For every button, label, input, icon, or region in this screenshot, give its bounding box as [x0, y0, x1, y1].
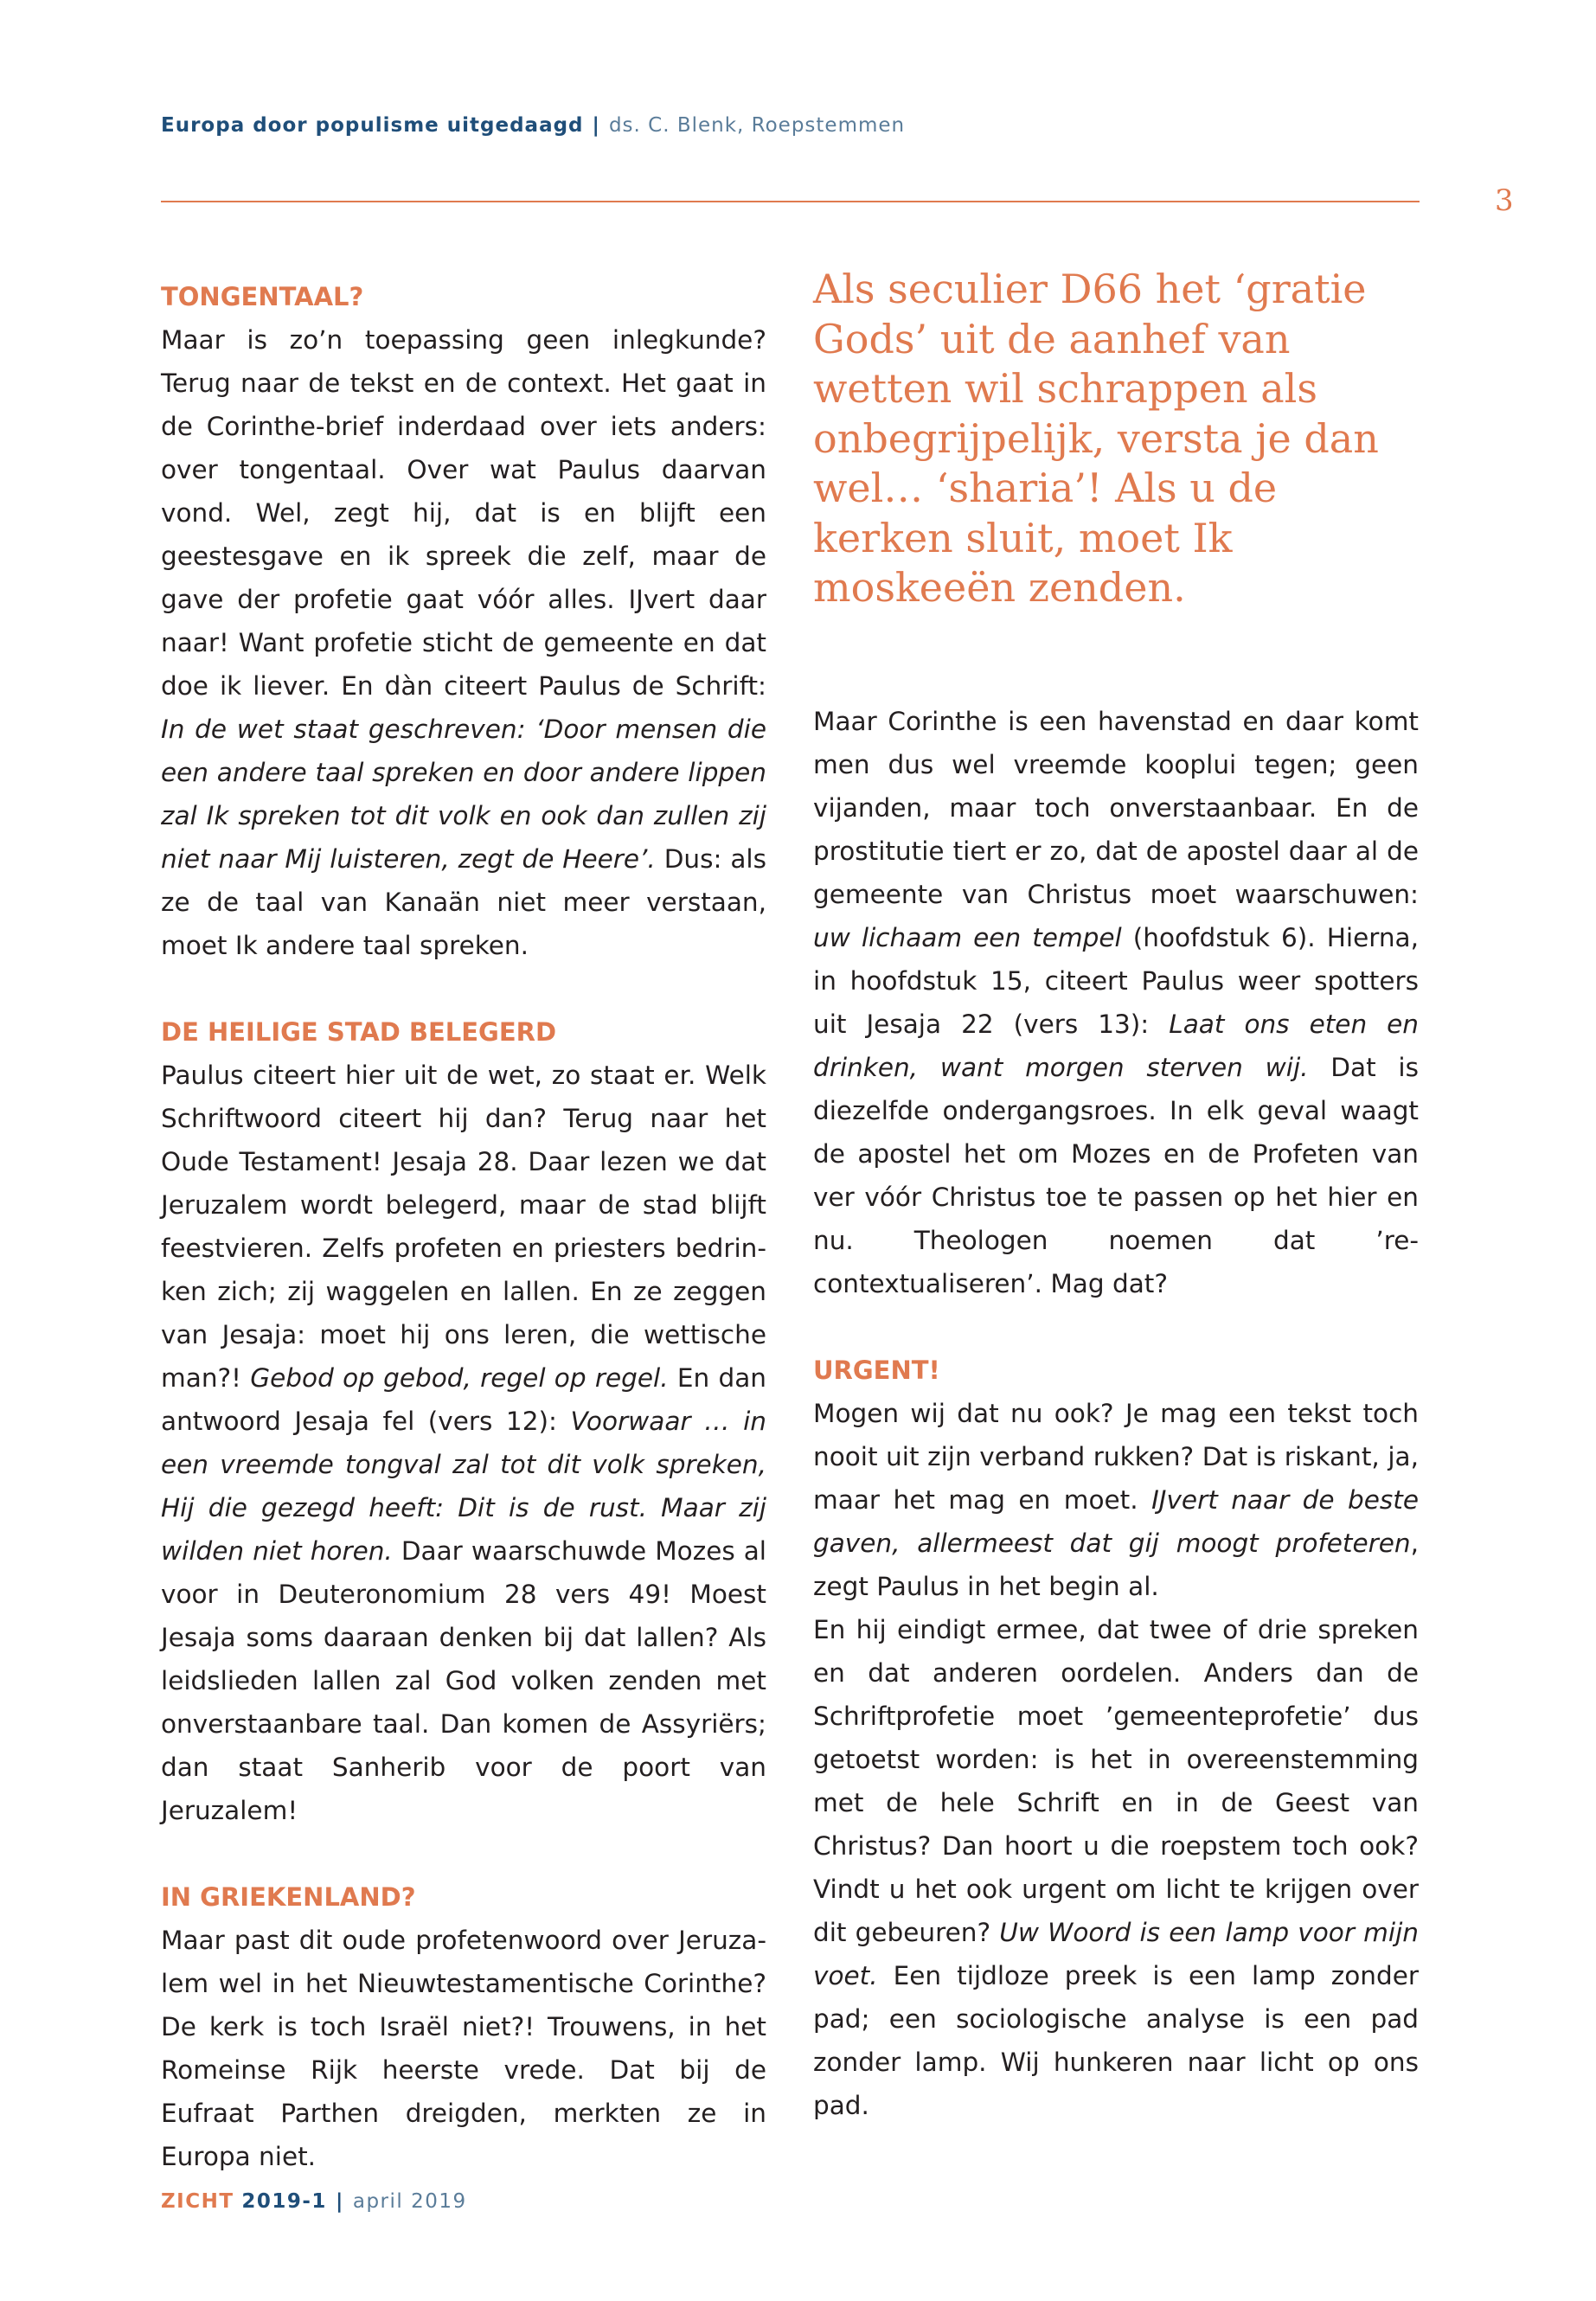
- paragraph-tongentaal: Maar is zo’n toepassing geen inlegkunde? Terug naar de tekst en de context. Het gaat in de Corinthe-brief inderdaad over iets anders: over tongentaal. Over wat Paulus daarvan vond. Wel, zegt hij, dat is en blijft een geestesgave en ik spreek die zelf, maar de gave der profetie gaat vóór alles. IJvert daar naar! Want profetie sticht de gemeente en dat doe ik liever. En dàn citeert Paulus de Schrift: In de wet staat geschreven: ‘Door mensen die een andere taal spreken en door andere lippen zal Ik spreken tot dit volk en ook dan zullen zij niet naar Mij luisteren, zegt de Heere’. Dus: als ze de taal van Kanaän niet meer verstaan, moet Ik andere taal spreken.: [161, 325, 766, 960]
- left-column: [161, 275, 766, 2178]
- header-separator: |: [592, 114, 600, 137]
- paragraph-heilige-stad: Paulus citeert hier uit de wet, zo staat er. Welk Schriftwoord citeert hij dan? Terug naar het Oude Testament! Jesaja 28. Daar lezen we dat Jeruzalem wordt belegerd, maar de stad blijft feestvieren. Zelfs profeten en priesters bedrinken zich; zij waggelen en lallen. En ze zeggen van Jesaja: moet hij ons leren, die wettische man?! Gebod op gebod, regel op regel. En dan antwoord Jesaja fel (vers 12): Voorwaar … in een vreemde tongval zal tot dit volk spreken, Hij die gezegd heeft: Dit is de rust. Maar zij wilden niet horen. Daar waarschuwde Mozes al voor in Deuteronomium 28 vers 49! Moest Jesaja soms daaraan denken bij dat lallen? Als leidslieden lallen zal God volken zenden met onverstaanbare taal. Dan komen de Assyriërs; dan staat Sanherib voor de poort van Jeruzalem!: [161, 1061, 766, 1825]
- page-footer: [161, 2190, 467, 2213]
- article-author: ds. C. Blenk, Roepstemmen: [608, 114, 906, 137]
- paragraph-griekenland: Maar past dit oude profetenwoord over Jeruzalem wel in het Nieuwtestamentische Corinthe? De kerk is toch Israël niet?! Trouwens, in het Romeinse Rijk heerste vrede. Dat bij de Eufraat Parthen dreigden, merkten ze in Europa niet.: [161, 1926, 766, 2171]
- issue-date: april 2019: [352, 2190, 467, 2213]
- issue-number: 2019-1: [241, 2190, 327, 2213]
- header-rule: [161, 201, 1420, 202]
- section-heading-griekenland: IN GRIEKENLAND?: [161, 1882, 416, 1912]
- section-heading-heilige-stad: DE HEILIGE STAD BELEGERD: [161, 1017, 557, 1047]
- page-number: 3: [1495, 183, 1514, 218]
- right-column: [813, 266, 1419, 2127]
- magazine-name: ZICHT: [161, 2190, 234, 2213]
- footer-separator: |: [335, 2190, 344, 2213]
- pull-quote: Als seculier D66 het ‘gratie Gods’ uit de aanhef van wetten wil schrappen als onbegrijpelijk, versta je dan wel… ‘sharia’! Als u de kerken sluit, moet Ik moskeeën zenden.: [813, 266, 1379, 611]
- article-title: Europa door populisme uitgedaagd: [161, 114, 584, 137]
- running-header: [161, 114, 905, 137]
- paragraph-corinthe: Maar Corinthe is een havenstad en daar komt men dus wel vreemde kooplui tegen; geen vijanden, maar toch onverstaanbaar. En de prostitutie tiert er zo, dat de apostel daar al de gemeente van Christus moet waarschuwen: uw lichaam een tempel (hoofdstuk 6). Hierna, in hoofdstuk 15, citeert Paulus weer spotters uit Jesaja 22 (vers 13): Laat ons eten en drinken, want morgen sterven wij. Dat is diezelfde ondergangsroes. In elk geval waagt de apostel het om Mozes en de Profeten van ver vóór Christus toe te passen op het hier en nu. Theologen noemen dat ’re-contextualiseren’. Mag dat?: [813, 706, 1419, 1298]
- paragraph-urgent-2: En hij eindigt ermee, dat twee of drie spreken en dat anderen oordelen. Anders dan de Schriftprofetie moet ’gemeenteprofetie’ dus getoetst worden: is het in overeenstemming met de hele Schrift en in de Geest van Christus? Dan hoort u die roepstem toch ook? Vindt u het ook urgent om licht te krijgen over dit gebeuren? Uw Woord is een lamp voor mijn voet. Een tijdloze preek is een lamp zonder pad; een sociologische analyse is een pad zonder lamp. Wij hunkeren naar licht op ons pad.: [813, 1614, 1419, 2120]
- section-heading-tongentaal: TONGENTAAL?: [161, 282, 364, 311]
- paragraph-urgent-1: Mogen wij dat nu ook? Je mag een tekst toch nooit uit zijn verband rukken? Dat is riskant, ja, maar het mag en moet. IJvert naar de beste gaven, allermeest dat gij moogt profeteren, zegt Paulus in het begin al.: [813, 1398, 1419, 1601]
- section-heading-urgent: URGENT!: [813, 1355, 940, 1385]
